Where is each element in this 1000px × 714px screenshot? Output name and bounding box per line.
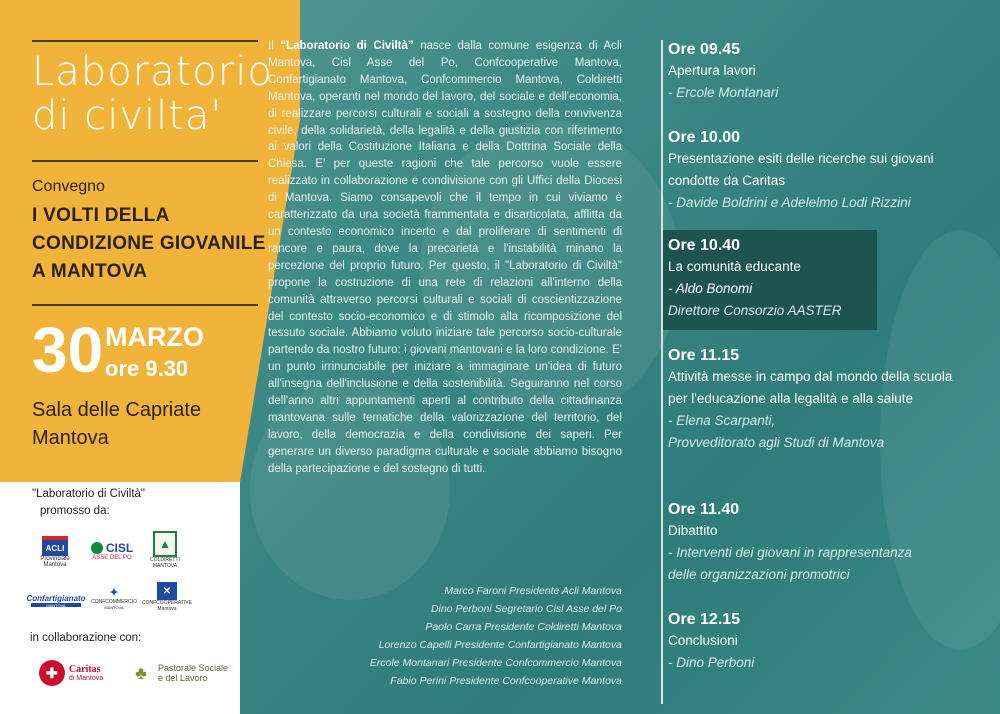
program-title: Conclusioni (668, 633, 738, 648)
divider (32, 40, 258, 42)
program-item (668, 40, 968, 104)
event-venue (32, 396, 201, 452)
signer: Ercole Montanari Presidente Confcommercio Mantova (369, 657, 622, 669)
program-role: Provveditorato agli Studi di Mantova (668, 435, 885, 450)
pastorale-sub: e del Lavoro (157, 673, 208, 683)
signer: Marco Faroni Presidente Acli Mantova (444, 585, 622, 597)
title-line: Laboratorio (32, 49, 273, 95)
promo-sublabel: promosso da: (40, 505, 110, 517)
program-title: La comunità educante (668, 259, 801, 274)
signer: Paolo Carra Presidente Coldiretti Mantova (425, 621, 622, 633)
confcooperative-sub: Mantova (157, 606, 177, 612)
collab-label: in collaborazione con: (30, 632, 142, 644)
intro-name: “Laboratorio di Civiltà” (280, 40, 414, 52)
program-title: Attività messe in campo dal mondo della scuola per l'educazione alla legalità e alla salute (668, 369, 953, 406)
people-icon: ♣ (135, 662, 147, 683)
program-time: Ore 11.15 (668, 347, 740, 364)
caritas-sub: di Mantova (68, 675, 104, 682)
program-title: Apertura lavori (668, 63, 756, 78)
caritas-text (69, 664, 103, 682)
program-speaker: - Aldo Bonomi (668, 281, 753, 296)
program-time: Ore 11.40 (668, 501, 740, 518)
program-speaker: - Elena Scarpanti, (668, 413, 776, 428)
confcommercio-sub: MANTOVA (104, 605, 124, 610)
convegno-title-line: A MANTOVA (32, 261, 148, 282)
cisl-icon (91, 542, 103, 554)
promo-label: "Laboratorio di Civiltà" (32, 488, 145, 500)
program-time: Ore 10.40 (668, 237, 741, 254)
venue-line: Sala delle Capriate (32, 399, 201, 421)
convegno-title (32, 202, 266, 286)
program-speaker: - Dino Perboni (668, 655, 755, 670)
signer: Dino Perboni Segretario Cisl Asse del Po (430, 603, 622, 615)
confartigianato-sub: MANTOVA (31, 603, 81, 607)
program-title: Dibattito (668, 523, 718, 538)
caritas-name: Caritas (68, 664, 101, 675)
event-title (32, 50, 273, 138)
signers-list (330, 582, 622, 690)
cisl-text: CISL (105, 541, 134, 555)
convegno-title-line: I VOLTI DELLA (32, 205, 170, 226)
program-timeline-line (661, 40, 663, 704)
pastorale-logo (118, 656, 238, 690)
program-speaker: - Davide Boldrini e Adelelmo Lodi Rizzini (668, 195, 911, 210)
pastorale-name: Pastorale Sociale (157, 663, 229, 673)
divider (32, 304, 258, 306)
confcommercio-icon: ✦ (109, 587, 119, 599)
program-item (668, 346, 973, 454)
confartigianato-logo (26, 588, 86, 612)
title-line: di civilta' (32, 93, 223, 139)
program-role: delle organizzazioni promotrici (668, 567, 850, 582)
program-time: Ore 09.45 (668, 41, 741, 58)
confcommercio-logo (88, 582, 140, 614)
acli-mark: ACLI (42, 536, 68, 556)
program-item (668, 128, 953, 214)
left-panel (0, 0, 300, 714)
program-role: Direttore Consorzio AASTER (668, 303, 842, 318)
coldiretti-logo (150, 528, 180, 572)
cisl-mark (91, 541, 133, 555)
event-day: 30 (32, 314, 104, 386)
program-speaker: - Ercole Montanari (668, 85, 779, 100)
intro-body: nasce dalla comune esigenza di Acli Mantova, Cisl Asse del Po, Confcooperative Mantova, Confartigianato Mantova, Confcommercio Mantova, Coldiretti Mantova, operanti nel mondo del lavoro, del sociale e dell'economia, di realizzare percorsi culturali e sociali a sostegno della convivenza civile, della solidarietà, della legalità e della giustizia con riferimento ai valori della Costituzione Italiana e della Dottrina Sociale della Chiesa. E' per queste ragioni che tale percorso vuole essere realizzato in collaborazione e condivisione con gli Uffici della Diocesi di Mantova. Siamo consapevoli che il tempo in cui viviamo è caratterizzato da una società frammentata e disarticolata, afflitta da un contesto economico incerto e dal proliferare di sentimenti di rancore e paura, dove la precarietà e l'instabilità minano la percezione del proprio futuro. Per questo, il "Laboratorio di Civiltà" propone la costruzione di una rete di relazioni all'interno della comunità attraverso percorsi culturali e sociali di coscientizzazione del contesto socio-economico e di stimolo alla ricomposizione del tessuto sociale. Abbiamo voluto iniziare tale percorso socio-culturale partendo da nostro futuro: i giovani mantovani e la loro condizione. E' un punto irrinunciabile per iniziare a immaginare un'idea di futuro all'insegna dell'inclusione e della sostenibilità. Seguiranno nel corso dell'anno altri appuntamenti aperti al contributo della cittadinanza mantovana sulle tematiche della valorizzazione del territorio, del lavoro, della democrazia e della condivisione dei saperi. Per generare un diverso paradigma culturale e sociale abbiamo bisogno della partecipazione e del sostegno di tutti. (268, 40, 622, 475)
confcommercio-text: CONFCOMMERCIO (91, 599, 137, 605)
caritas-cross-icon: ✚ (39, 660, 65, 686)
program-time: Ore 10.00 (668, 129, 741, 146)
program-item (668, 236, 968, 322)
venue-line: Mantova (32, 427, 109, 449)
confcooperative-text: CONFCOOPERATIVE (142, 600, 192, 606)
program-item (668, 610, 968, 674)
program-item (668, 500, 968, 586)
program-speaker: - Interventi dei giovani in rappresentanza (668, 545, 912, 560)
program-title: Presentazione esiti delle ricerche sui giovani condotte da Caritas (668, 151, 934, 188)
coldiretti-mark: ▲ (153, 531, 177, 557)
convegno-label: Convegno (32, 178, 105, 195)
event-time: ore 9.30 (105, 356, 189, 381)
divider (32, 160, 258, 162)
intro-text (268, 38, 622, 478)
acli-sub: Provinciale Mantova (40, 556, 70, 568)
pastorale-text (158, 663, 228, 683)
cisl-logo (84, 538, 140, 564)
convegno-title-line: CONDIZIONE GIOVANILE (32, 233, 266, 254)
caritas-logo (28, 656, 114, 690)
confcooperative-logo (142, 580, 192, 614)
coldiretti-sub: COLDIRETTI MANTOVA (150, 557, 180, 569)
signer: Lorenzo Capelli Presidente Confartigianato Mantova (378, 639, 622, 651)
intro-prefix: Il (268, 40, 281, 52)
program-time: Ore 12.15 (668, 611, 741, 628)
confartigianato-mark: Confartigianato (26, 593, 86, 603)
acli-logo (36, 530, 74, 574)
cisl-sub: ASSE DEL PO (92, 555, 132, 561)
event-month: MARZO (105, 322, 204, 352)
confcooperative-icon: ✕ (157, 582, 177, 600)
signer: Fabio Perini Presidente Confcooperative Mantova (390, 675, 622, 687)
